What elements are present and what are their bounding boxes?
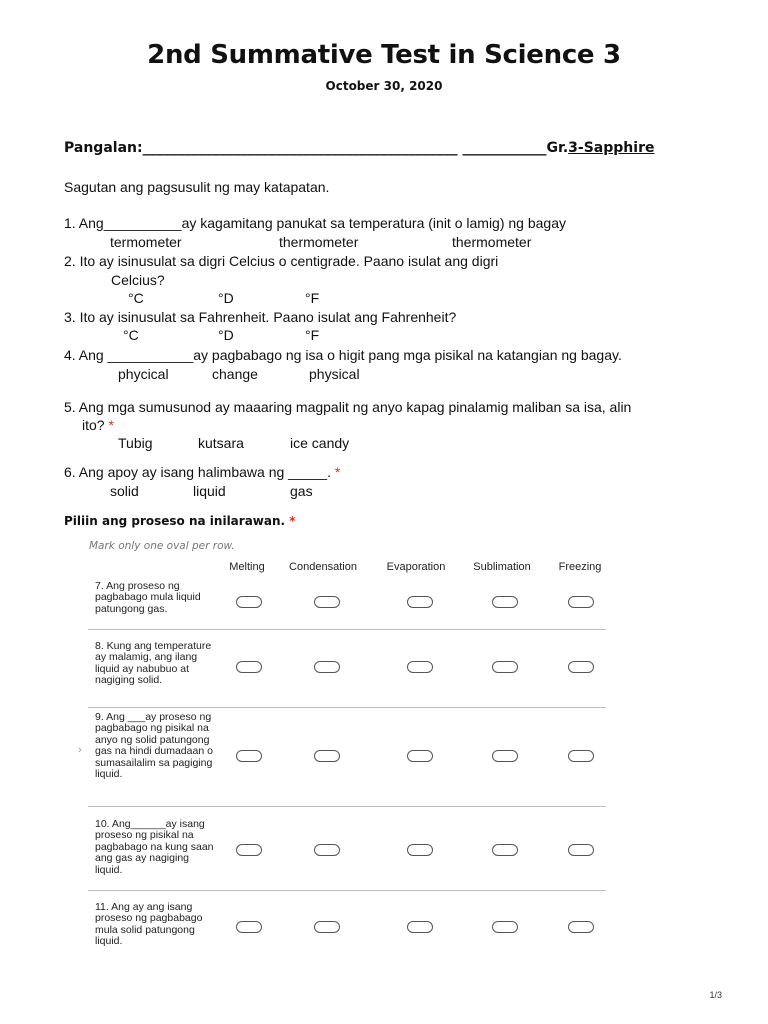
row-divider [88,890,606,891]
question-1-option-a: termometer [110,234,182,250]
question-3-option-b: °D [218,327,234,343]
question-5-option-c: ice candy [290,435,350,451]
radio-oval[interactable] [236,661,262,673]
grid-row-label: 8. Kung ang temperature ay malamig, ang ilang liquid ay nabubuo at nagiging solid. [95,640,212,687]
radio-oval[interactable] [314,844,340,856]
question-5-text-cont [82,417,114,433]
question-6-option-c: gas [290,483,313,499]
radio-oval[interactable] [236,921,262,933]
instructions: Sagutan ang pagsusulit ng may katapatan. [64,179,330,195]
row-indicator-icon: › [78,744,82,756]
radio-oval[interactable] [492,844,518,856]
radio-oval[interactable] [314,750,340,762]
question-1-option-c: thermometer [452,234,532,250]
radio-oval[interactable] [568,921,594,933]
radio-oval[interactable] [568,844,594,856]
question-2-text-cont: Celcius? [111,272,165,288]
question-5-option-b: kutsara [198,435,244,451]
question-5-text-cont-label: ito? [82,417,105,433]
question-2-text: 2. Ito ay isinusulat sa digri Celcius o centigrade. Paano isulat ang digri [64,253,499,269]
radio-oval[interactable] [314,596,340,608]
name-label: Pangalan:_____________________________________________ ____________Gr. [64,140,569,156]
question-5-text: 5. Ang mga sumusunod ay maaaring magpalit ng anyo kapag pinalamig maliban sa isa, alin [64,399,632,415]
question-3-option-c: °F [305,327,320,343]
question-4-option-c: physical [309,366,360,382]
row-divider [88,806,606,807]
question-2-option-c: °F [305,290,320,306]
grid-row-label: 11. Ang ay ang isang proseso ng pagbabago mula solid patungong liquid. [95,901,203,948]
grid-hint: Mark only one oval per row. [89,540,235,552]
column-header-melting: Melting [229,561,265,573]
question-6-option-b: liquid [193,483,226,499]
grid-row-label: 7. Ang proseso ng pagbabago mula liquid patungong gas. [95,580,201,615]
radio-oval[interactable] [492,596,518,608]
question-6-label: 6. Ang apoy ay isang halimbawa ng _____. [64,464,331,480]
question-2-option-b: °D [218,290,234,306]
question-6-option-a: solid [110,483,139,499]
question-5-option-a: Tubig [118,435,153,451]
question-4-option-a: phycical [118,366,169,382]
page-number: 1/3 [709,990,722,1000]
column-header-condensation: Condensation [289,561,357,573]
question-6-text [64,464,340,480]
question-1-option-b: thermometer [279,234,359,250]
row-divider [88,629,606,630]
name-line [64,140,654,156]
radio-oval[interactable] [236,596,262,608]
column-header-freezing: Freezing [558,561,602,573]
radio-oval[interactable] [407,596,433,608]
question-1-text: 1. Ang__________ay kagamitang panukat sa temperatura (init o lamig) ng bagay [64,215,567,231]
radio-oval[interactable] [236,750,262,762]
grid-section-title [64,514,296,528]
grid-row-label: 9. Ang ___ay proseso ng pagbabago ng pisikal na anyo ng solid patungong gas na hindi dumadaan o sumasailalim sa pagiging liquid. [95,711,213,781]
column-header-sublimation: Sublimation [473,561,531,573]
radio-oval[interactable] [568,661,594,673]
radio-oval[interactable] [568,750,594,762]
radio-oval[interactable] [492,661,518,673]
question-4-option-b: change [212,366,258,382]
document-date: October 30, 2020 [325,79,443,93]
radio-oval[interactable] [236,844,262,856]
radio-oval[interactable] [492,750,518,762]
question-4-text: 4. Ang ___________ay pagbabago ng isa o higit pang mga pisikal na katangian ng bagay. [64,347,622,363]
question-3-text: 3. Ito ay isinusulat sa Fahrenheit. Paano isulat ang Fahrenheit? [64,309,457,325]
radio-oval[interactable] [407,844,433,856]
question-3-option-a: °C [123,327,139,343]
radio-oval[interactable] [314,921,340,933]
required-asterisk: * [334,464,341,480]
required-asterisk: * [289,514,296,528]
radio-oval[interactable] [492,921,518,933]
grid-title-label: Piliin ang proseso na inilarawan. [64,514,286,528]
radio-oval[interactable] [314,661,340,673]
radio-oval[interactable] [407,661,433,673]
radio-oval[interactable] [407,750,433,762]
radio-oval[interactable] [568,596,594,608]
document-title: 2nd Summative Test in Science 3 [147,40,621,70]
row-divider [88,707,606,708]
section-name: 3-Sapphire [568,140,655,156]
required-asterisk: * [108,417,114,433]
grid-row-label: 10. Ang______ay isang proseso ng pisikal na pagbabago na kung saan ang gas ay nagiging liquid. [95,818,214,876]
question-2-option-a: °C [128,290,144,306]
radio-oval[interactable] [407,921,433,933]
column-header-evaporation: Evaporation [386,561,446,573]
